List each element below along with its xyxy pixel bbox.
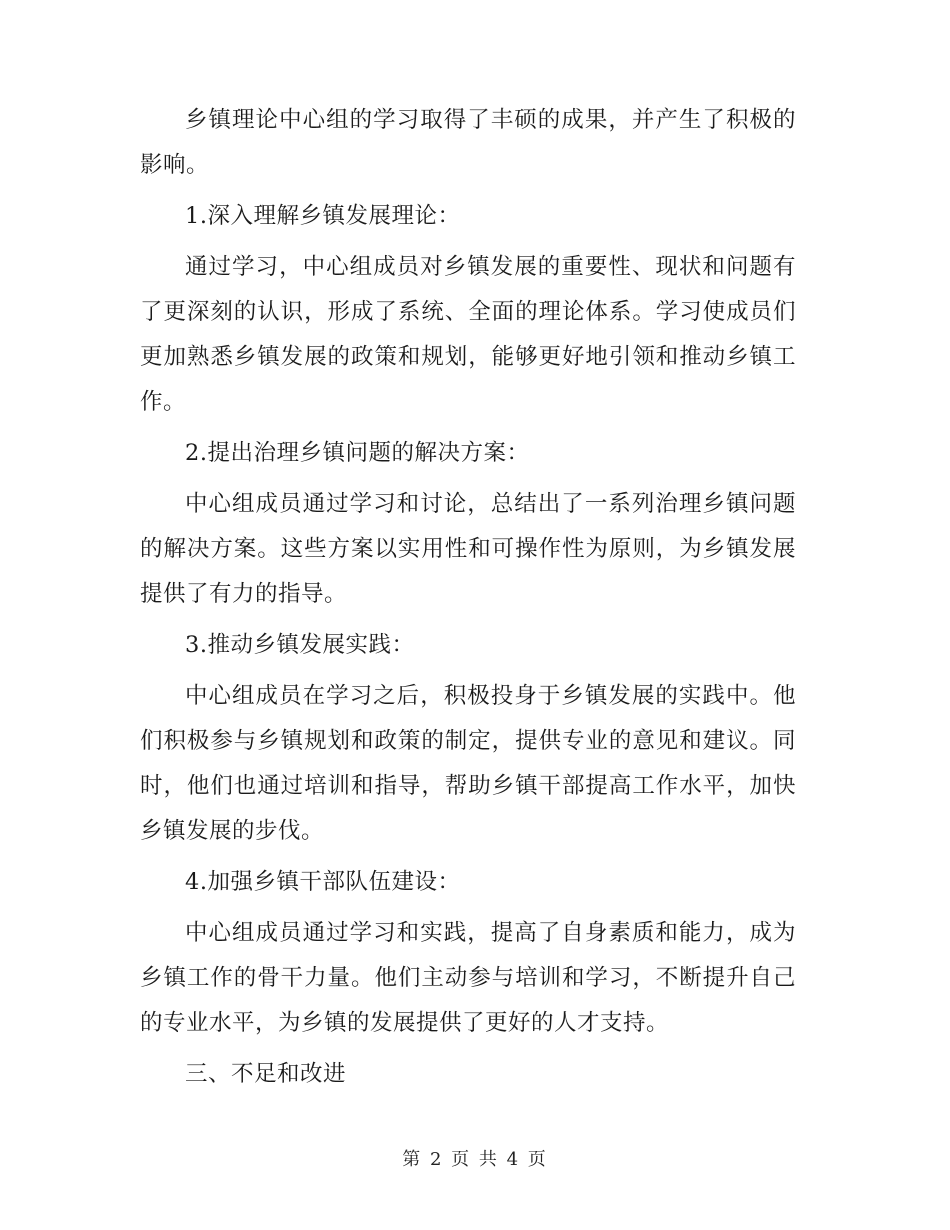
paragraph-practice: 中心组成员在学习之后，积极投身于乡镇发展的实践中。他们积极参与乡镇规划和政策的制定，提供专业的意见和建议。同时，他们也通过培训和指导，帮助乡镇干部提高工作水平，加快乡镇发展的步伐。 bbox=[140, 683, 796, 844]
section-heading-1: 1.深入理解乡镇发展理论： bbox=[185, 203, 461, 229]
section-heading-3: 3.推动乡镇发展实践： bbox=[185, 632, 415, 658]
section-heading-shortcomings: 三、不足和改进 bbox=[185, 1061, 347, 1087]
document-body bbox=[140, 98, 796, 1103]
paragraph-results-intro: 乡镇理论中心组的学习取得了丰硕的成果，并产生了积极的影响。 bbox=[140, 107, 796, 178]
paragraph-theory-understanding: 通过学习，中心组成员对乡镇发展的重要性、现状和问题有了更深刻的认识，形成了系统、全面的理论体系。学习使成员们更加熟悉乡镇发展的政策和规划，能够更好地引领和推动乡镇工作。 bbox=[140, 254, 796, 415]
section-heading-2: 2.提出治理乡镇问题的解决方案： bbox=[185, 440, 530, 466]
paragraph-cadre-building: 中心组成员通过学习和实践，提高了自身素质和能力，成为乡镇工作的骨干力量。他们主动参与培训和学习，不断提升自己的专业水平，为乡镇的发展提供了更好的人才支持。 bbox=[140, 920, 796, 1036]
page-number-footer: 第 2 页 共 4 页 bbox=[402, 1149, 548, 1170]
section-heading-4: 4.加强乡镇干部队伍建设： bbox=[185, 869, 461, 895]
paragraph-solutions: 中心组成员通过学习和讨论，总结出了一系列治理乡镇问题的解决方案。这些方案以实用性和可操作性为原则，为乡镇发展提供了有力的指导。 bbox=[140, 491, 796, 607]
